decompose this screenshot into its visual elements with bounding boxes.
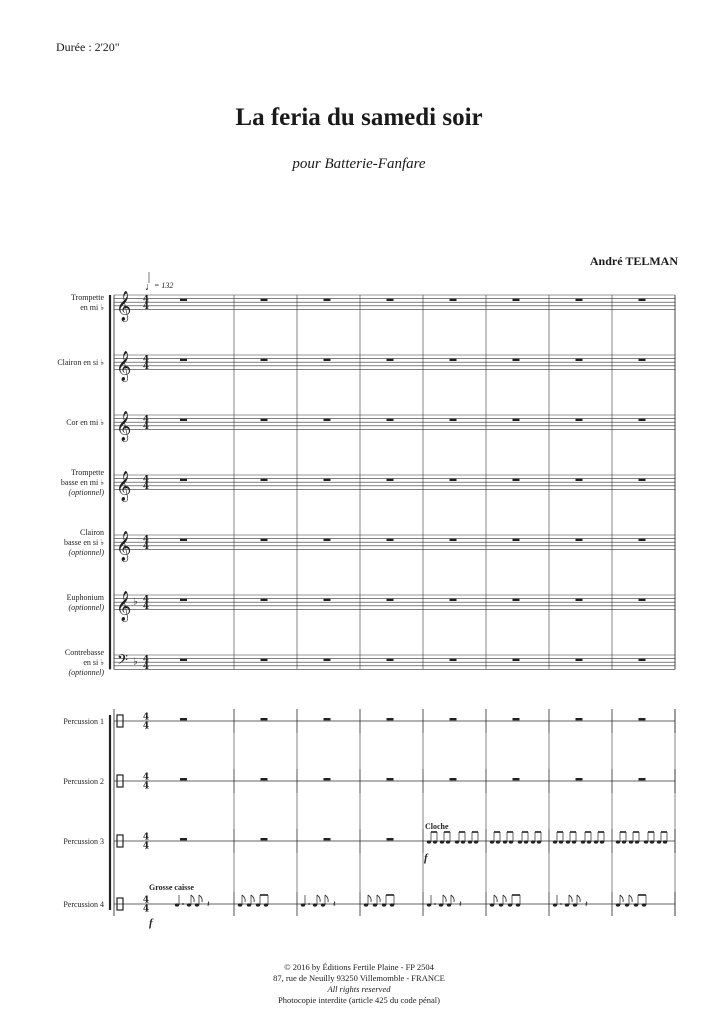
score-subtitle: pour Batterie-Fanfare [292,156,426,172]
whole-rest [261,359,268,361]
note-head [187,903,191,906]
dynamic-forte: f [424,852,428,864]
instrument-label: (optionnel) [68,488,104,498]
note-head [625,903,629,906]
time-signature-bottom: 4 [142,662,150,673]
bass-clef-icon: 𝄢 [117,651,128,672]
time-signature-bottom: 4 [142,602,150,613]
whole-rest [513,479,520,481]
note-head [566,840,570,843]
whole-rest [513,659,520,661]
whole-rest [324,659,331,661]
whole-rest [450,599,457,601]
note-head [427,903,431,906]
note-head [440,840,444,843]
instrument-label: Euphonium [66,593,104,603]
note-flag [377,895,380,902]
composer-name: André TELMAN [589,254,678,268]
time-signature-top: 4 [142,414,150,425]
whole-rest [180,539,187,541]
whole-rest [513,359,520,361]
note-head [516,903,520,906]
whole-rest [324,599,331,601]
treble-clef-icon: 𝄞 [116,291,132,322]
whole-rest [261,838,268,840]
time-signature-bottom: 4 [142,302,150,313]
time-signature-top: 4 [142,712,150,723]
whole-rest [387,659,394,661]
instrument-label: Percussion 1 [63,717,104,726]
note-head [313,903,317,906]
treble-clef-icon: 𝄞 [116,531,132,562]
note-head [616,903,620,906]
time-signature-bottom: 4 [142,362,150,373]
note-head [496,840,500,843]
whole-rest [387,299,394,301]
note-head [238,903,242,906]
whole-rest [576,599,583,601]
whole-rest [324,838,331,840]
whole-rest [387,599,394,601]
time-signature-top: 4 [142,895,150,906]
note-head [446,840,450,843]
whole-rest [261,539,268,541]
note-head [642,903,646,906]
whole-rest [513,718,520,720]
whole-rest [639,778,646,780]
whole-rest [639,718,646,720]
treble-clef-icon: 𝄞 [116,411,132,442]
whole-rest [450,359,457,361]
note-head [499,903,503,906]
whole-rest [576,419,583,421]
whole-rest [324,359,331,361]
note-flag [199,895,202,902]
instrument-label: (optionnel) [68,668,104,678]
whole-rest [513,778,520,780]
time-signature-top: 4 [142,772,150,783]
note-head [382,903,386,906]
footer-copyright-line: © 2016 by Éditions Fertile Plaine - FP 2504 [284,962,434,972]
instrument-label: Trompette [70,468,104,478]
note-head [587,840,591,843]
instrument-label: Contrebasse [64,648,104,658]
instrument-label: Trompette [70,293,104,303]
note-head [553,840,557,843]
cloche-label: Cloche [425,822,449,831]
note-head [663,840,667,843]
whole-rest [180,359,187,361]
instrument-label: en mi ♭ [80,303,104,313]
note-head [634,903,638,906]
note-head [573,903,577,906]
note-dot [182,903,184,905]
instrument-label: Clairon [80,528,104,538]
note-head [503,840,507,843]
whole-rest [180,659,187,661]
whole-rest [180,299,187,301]
treble-clef-icon: 𝄞 [116,591,132,622]
instrument-label: basse en mi ♭ [60,478,104,488]
instrument-label: (optionnel) [68,603,104,613]
note-head [447,903,451,906]
key-flat-icon: ♭ [133,656,138,668]
note-flag [242,895,245,902]
note-head [364,903,368,906]
whole-rest [387,539,394,541]
note-head [622,840,626,843]
note-head [264,903,268,906]
note-head [301,903,305,906]
duration-label: Durée : 2'20" [56,40,120,54]
note-head [572,840,576,843]
whole-rest [180,838,187,840]
quarter-rest-icon: 𝄽 [333,900,336,910]
note-flag [451,895,454,902]
note-flag [620,895,623,902]
whole-rest [639,479,646,481]
note-flag [569,895,572,902]
whole-rest [639,599,646,601]
time-signature-bottom: 4 [142,422,150,433]
note-flag [629,895,632,902]
note-flag [443,895,446,902]
quarter-rest-icon: 𝄽 [207,900,210,910]
note-dot [308,903,310,905]
note-head [468,840,472,843]
instrument-label: en si ♭ [83,658,104,668]
whole-rest [180,419,187,421]
note-head [247,903,251,906]
whole-rest [576,659,583,661]
note-flag [494,895,497,902]
whole-rest [513,299,520,301]
footer-photocopy-line: Photocopie interdite (article 425 du code pénal) [278,995,440,1005]
dynamic-forte: f [149,917,153,929]
whole-rest [639,419,646,421]
whole-rest [324,539,331,541]
whole-rest [387,419,394,421]
whole-rest [261,299,268,301]
note-flag [251,895,254,902]
note-head [373,903,377,906]
time-signature-bottom: 4 [142,721,150,732]
whole-rest [450,419,457,421]
time-signature-top: 4 [142,832,150,843]
whole-rest [180,778,187,780]
whole-rest [639,359,646,361]
footer-rights-line: All rights reserved [327,984,391,994]
whole-rest [513,539,520,541]
whole-rest [387,718,394,720]
whole-rest [261,718,268,720]
whole-rest [261,599,268,601]
note-head [553,903,557,906]
whole-rest [261,659,268,661]
time-signature-top: 4 [142,594,150,605]
note-head [490,903,494,906]
whole-rest [180,718,187,720]
note-head [390,903,394,906]
note-flag [325,895,328,902]
whole-rest [576,479,583,481]
instrument-label: basse en si ♭ [64,538,104,548]
whole-rest [261,778,268,780]
whole-rest [387,359,394,361]
whole-rest [513,599,520,601]
whole-rest [324,778,331,780]
whole-rest [180,479,187,481]
time-signature-top: 4 [142,654,150,665]
whole-rest [450,718,457,720]
note-head [474,840,478,843]
whole-rest [324,718,331,720]
whole-rest [387,479,394,481]
whole-rest [639,659,646,661]
note-head [321,903,325,906]
time-signature-top: 4 [142,474,150,485]
instrument-label: (optionnel) [68,548,104,558]
whole-rest [180,599,187,601]
time-signature-bottom: 4 [142,904,150,915]
whole-rest [450,479,457,481]
note-head [581,840,585,843]
note-head [490,840,494,843]
whole-rest [576,359,583,361]
tempo-note-icon: ♩ [145,281,156,293]
note-head [524,840,528,843]
note-flag [317,895,320,902]
whole-rest [261,479,268,481]
note-head [256,903,260,906]
treble-clef-icon: 𝄞 [116,351,132,382]
time-signature-top: 4 [142,534,150,545]
whole-rest [576,778,583,780]
note-flag [191,895,194,902]
whole-rest [261,419,268,421]
time-signature-bottom: 4 [142,482,150,493]
note-flag [368,895,371,902]
note-head [629,840,633,843]
note-flag [503,895,506,902]
instrument-label: Clairon en si ♭ [57,358,104,368]
time-signature-top: 4 [142,354,150,365]
instrument-label: Percussion 4 [63,900,104,909]
whole-rest [450,299,457,301]
note-head [427,840,431,843]
note-head [594,840,598,843]
grosse-caisse-label: Grosse caisse [149,883,194,892]
note-dot [434,903,436,905]
instrument-label: Cor en mi ♭ [66,418,104,428]
whole-rest [450,539,457,541]
whole-rest [576,718,583,720]
whole-rest [387,778,394,780]
quarter-rest-icon: 𝄽 [459,900,462,910]
note-flag [577,895,580,902]
note-head [600,840,604,843]
tempo-marking: = 132 [154,281,174,290]
note-head [650,840,654,843]
note-head [518,840,522,843]
note-dot [560,903,562,905]
whole-rest [450,659,457,661]
key-flat-icon: ♭ [133,596,138,608]
note-head [559,840,563,843]
note-head [175,903,179,906]
note-head [537,840,541,843]
time-signature-top: 4 [142,294,150,305]
note-head [455,840,459,843]
note-head [531,840,535,843]
quarter-rest-icon: 𝄽 [585,900,588,910]
whole-rest [576,539,583,541]
whole-rest [513,419,520,421]
note-head [565,903,569,906]
whole-rest [639,299,646,301]
whole-rest [324,479,331,481]
time-signature-bottom: 4 [142,781,150,792]
whole-rest [639,539,646,541]
time-signature-bottom: 4 [142,542,150,553]
note-head [439,903,443,906]
note-head [509,840,513,843]
time-signature-bottom: 4 [142,841,150,852]
footer-address-line: 87, rue de Neuilly 93250 Villemomble - FRANCE [273,973,445,983]
note-head [616,840,620,843]
footer-copyright [0,962,718,1006]
instrument-label: Percussion 3 [63,837,104,846]
score-title: La feria du samedi soir [235,104,483,131]
whole-rest [324,299,331,301]
note-head [635,840,639,843]
note-head [644,840,648,843]
note-head [508,903,512,906]
note-head [195,903,199,906]
note-head [657,840,661,843]
instrument-label: Percussion 2 [63,777,104,786]
note-head [433,840,437,843]
whole-rest [387,838,394,840]
whole-rest [450,778,457,780]
treble-clef-icon: 𝄞 [116,471,132,502]
whole-rest [324,419,331,421]
whole-rest [576,299,583,301]
note-head [461,840,465,843]
